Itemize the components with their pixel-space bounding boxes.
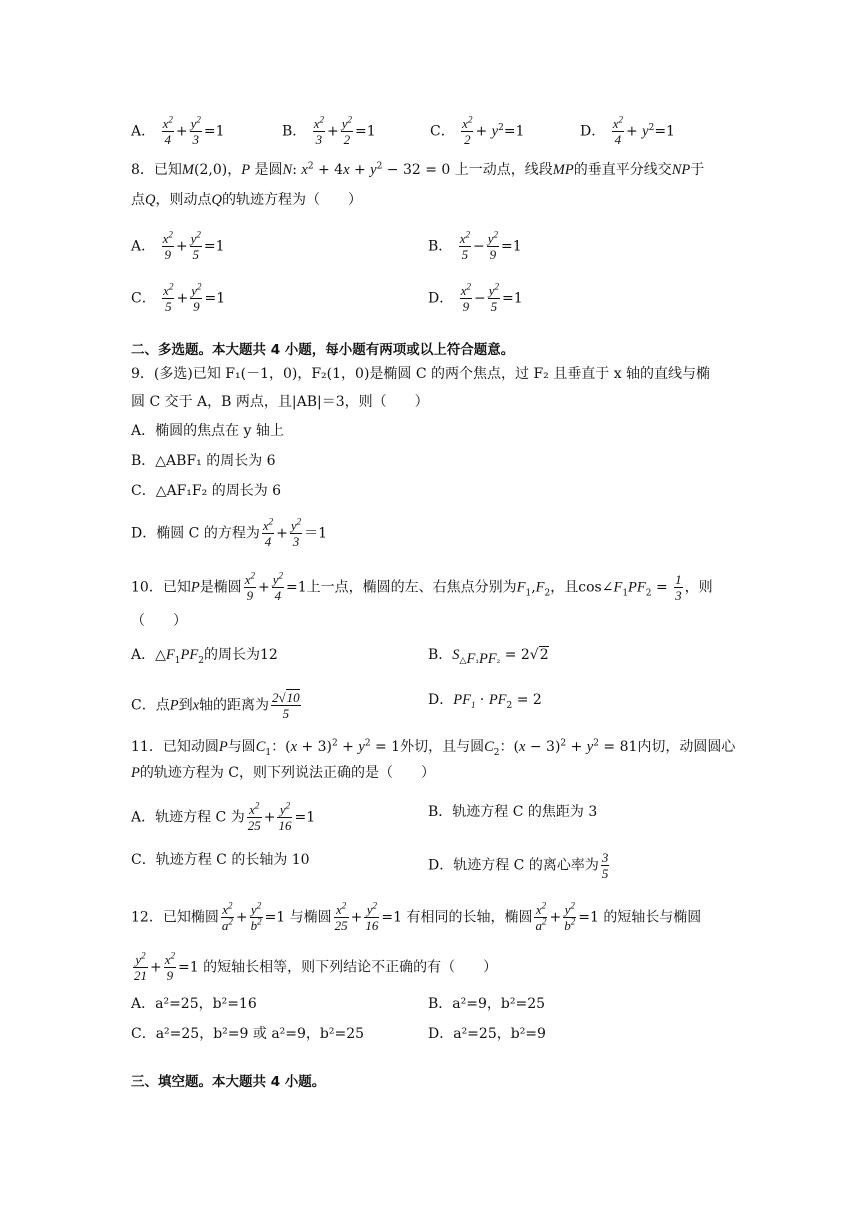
q12-option-c: C．a²=25，b²=9 或 a²=9，b²=25 <box>131 1026 365 1042</box>
q10-stem-line1: 10．已知P是椭圆 $\frac{x^2}{9}$ + $\frac{y^2}{4}$ =1上一点，椭圆的左、右焦点分别为$F_1,F_2$，且$\cos\angle F_1PF_2$ = $\frac{1}{3}$ ，则 <box>131 570 713 603</box>
q12-option-a: A．a²=25，b²=16 <box>131 996 257 1012</box>
q11-stem-line2: P的轨迹方程为 C，则下列说法正确的是（ ） <box>131 765 436 781</box>
q11-stem-line1: 11．已知动圆P与圆$C_1$：$(x + 3)^2 + y^2 = 1$外切，且与圆$C_2$：$(x - 3)^2 + y^2 = 81$内切，动圆圆心 <box>131 738 736 758</box>
q7-option-a: A． $\frac{x^2}{4}$ + $\frac{y^2}{3}$ =1 <box>131 114 225 147</box>
q11-option-b: B．轨迹方程 C 的焦距为 3 <box>428 804 598 820</box>
q7-option-d: D． $\frac{x^2}{4}$ + $y^2=1$ <box>580 114 675 147</box>
q11-option-d: D．轨迹方程 C 的离心率为 $\frac{3}{5}$ <box>428 850 609 881</box>
q7-option-c: C． $\frac{x^2}{2}$ + $y^2=1$ <box>430 114 525 147</box>
q10-stem-line2: （ ） <box>131 613 187 629</box>
q9-option-d: D．椭圆 C 的方程为 $\frac{x^2}{4}$ + $\frac{y^2}{3}$ ＝1 <box>131 516 328 549</box>
q12-option-b: B．a²=9，b²=25 <box>428 996 546 1012</box>
q12-option-d: D．a²=25，b²=9 <box>428 1026 546 1042</box>
q9-stem-line1: 9．(多选)已知 F₁(－1，0)，F₂(1，0)是椭圆 C 的两个焦点，过 F₂ 且垂直于 x 轴的直线与椭 <box>131 366 711 382</box>
section-header-fill-in: 三、填空题。本大题共 4 小题。 <box>131 1074 326 1090</box>
q11-option-c: C．轨迹方程 C 的长轴为 10 <box>131 852 310 868</box>
q10-option-d: D．$PF_1 \cdot PF_2 = 2$ <box>428 692 542 711</box>
q8-option-c: C． $\frac{x^2}{5}$ + $\frac{y^2}{9}$ =1 <box>131 281 226 314</box>
q10-option-c: C．点P到x轴的距离为 $\frac{2√10}{5}$ <box>131 690 300 721</box>
q9-option-a: A．椭圆的焦点在 y 轴上 <box>131 423 284 439</box>
q8-stem-line2: 点Q，则动点Q的轨迹方程为（ ） <box>131 192 362 208</box>
q10-option-b: B．$S_{\triangle F_1PF_2} = 2√2$ <box>428 647 549 667</box>
q12-stem-line1: 12．已知椭圆 $\frac{x^2}{a^2}$ + $\frac{y^2}{b^2}$ =1 与椭圆 $\frac{x^2}{25}$ + $\frac{y^2}{16}$ =1 有相同的长轴，椭圆 $\frac{x^2}{a^2}$ + $\frac{y^2}{b^2}$ =1 的短轴长与椭圆 <box>131 900 702 933</box>
q11-option-a: A．轨迹方程 C 为 $\frac{x^2}{25}$ + $\frac{y^2}{16}$ =1 <box>131 800 316 833</box>
q8-stem-line1: 8．已知M(2,0)，P 是圆N: $x^2 + 4x + y^2 - 32 = 0$ 上一动点，线段MP的垂直平分线交NP于 <box>131 161 705 178</box>
q9-option-b: B．△ABF₁ 的周长为 6 <box>131 453 276 469</box>
q9-stem-line2: 圆 C 交于 A，B 两点，且|AB|＝3，则（ ） <box>131 394 429 410</box>
q12-stem-line2: $\frac{y^2}{21}$ + $\frac{x^2}{9}$ =1 的短轴长相等，则下列结论不正确的有（ ） <box>134 950 498 983</box>
q8-option-d: D． $\frac{x^2}{9}$ − $\frac{y^2}{5}$ =1 <box>428 281 523 314</box>
q7-option-b: B． $\frac{x^2}{3}$ + $\frac{y^2}{2}$ =1 <box>282 114 376 147</box>
q10-option-a: A．$\triangle F_1PF_2$的周长为12 <box>131 647 278 666</box>
q8-option-a: A． $\frac{x^2}{9}$ + $\frac{y^2}{5}$ =1 <box>131 229 225 262</box>
q9-option-c: C．△AF₁F₂ 的周长为 6 <box>131 483 282 499</box>
q8-option-b: B． $\frac{x^2}{5}$ − $\frac{y^2}{9}$ =1 <box>428 229 522 262</box>
section-header-multiple-choice: 二、多选题。本大题共 4 小题，每小题有两项或以上符合题意。 <box>131 342 515 358</box>
